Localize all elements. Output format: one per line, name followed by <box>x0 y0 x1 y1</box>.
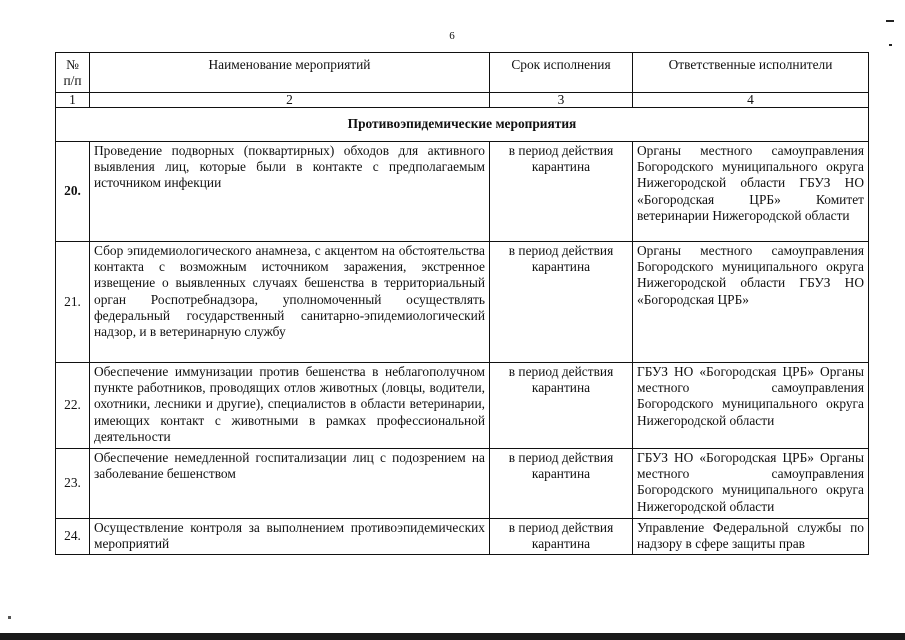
row-number: 21. <box>56 242 90 363</box>
scan-mark <box>886 20 894 22</box>
measure-responsible: Управление Федеральной службы по надзору в сфере защиты прав <box>633 519 869 555</box>
measure-term: в период действия карантина <box>490 519 633 555</box>
page-number: 6 <box>449 30 455 42</box>
column-index-row <box>56 93 869 108</box>
section-row <box>56 108 869 142</box>
measure-name: Проведение подворных (поквартирных) обходов для активного выявления лиц, которые были в контакте с предполагаемым источником инфекции <box>90 142 490 242</box>
row-number: 24. <box>56 519 90 555</box>
section-title: Противоэпидемические мероприятия <box>56 108 869 142</box>
header-term: Срок исполнения <box>490 53 633 93</box>
table-row <box>56 142 869 242</box>
measure-responsible: ГБУЗ НО «Богородская ЦРБ» Органы местного самоуправления Богородского муниципального округа Нижегородской области <box>633 363 869 449</box>
column-index: 4 <box>633 93 869 108</box>
measure-name: Сбор эпидемиологического анамнеза, с акцентом на обстоятельства контакта с возможным источником заражения, экстренное извещение о выявленных случаях бешенства в территориальный орган Роспотребнадзора, уполномоченный осуществлять федеральный государственный санитарно-эпидемиологический надзор, и в ветеринарную службу <box>90 242 490 363</box>
measure-term: в период действия карантина <box>490 242 633 363</box>
table-row <box>56 242 869 363</box>
measure-name: Обеспечение немедленной госпитализации лиц с подозрением на заболевание бешенством <box>90 449 490 519</box>
measure-term: в период действия карантина <box>490 449 633 519</box>
measure-term: в период действия карантина <box>490 142 633 242</box>
measure-name: Обеспечение иммунизации против бешенства в неблагополучном пункте работников, проводящих отлов животных (ловцы, водители, охотники, лесники и другие), специалистов в области ветеринарии, имеющих контакт с животными в рамках профессиональной деятельности <box>90 363 490 449</box>
measure-responsible: Органы местного самоуправления Богородского муниципального округа Нижегородской области ГБУЗ НО «Богородская ЦРБ» Комитет ветеринарии Нижегородской области <box>633 142 869 242</box>
header-name: Наименование мероприятий <box>90 53 490 93</box>
scan-speck <box>8 616 11 619</box>
column-index: 2 <box>90 93 490 108</box>
row-number: 22. <box>56 363 90 449</box>
table-row <box>56 449 869 519</box>
header-row <box>56 53 869 93</box>
row-number: 23. <box>56 449 90 519</box>
header-responsible: Ответственные исполнители <box>633 53 869 93</box>
row-number: 20. <box>56 142 90 242</box>
scan-edge-bar <box>0 633 905 640</box>
measure-responsible: Органы местного самоуправления Богородского муниципального округа Нижегородской области ГБУЗ НО «Богородская ЦРБ» <box>633 242 869 363</box>
header-num: № п/п <box>56 53 90 93</box>
measures-table <box>55 52 869 555</box>
column-index: 1 <box>56 93 90 108</box>
measure-term: в период действия карантина <box>490 363 633 449</box>
table-row <box>56 363 869 449</box>
column-index: 3 <box>490 93 633 108</box>
measure-responsible: ГБУЗ НО «Богородская ЦРБ» Органы местного самоуправления Богородского муниципального округа Нижегородской области <box>633 449 869 519</box>
scan-mark <box>889 44 892 46</box>
measure-name: Осуществление контроля за выполнением противоэпидемических мероприятий <box>90 519 490 555</box>
table-row <box>56 519 869 555</box>
